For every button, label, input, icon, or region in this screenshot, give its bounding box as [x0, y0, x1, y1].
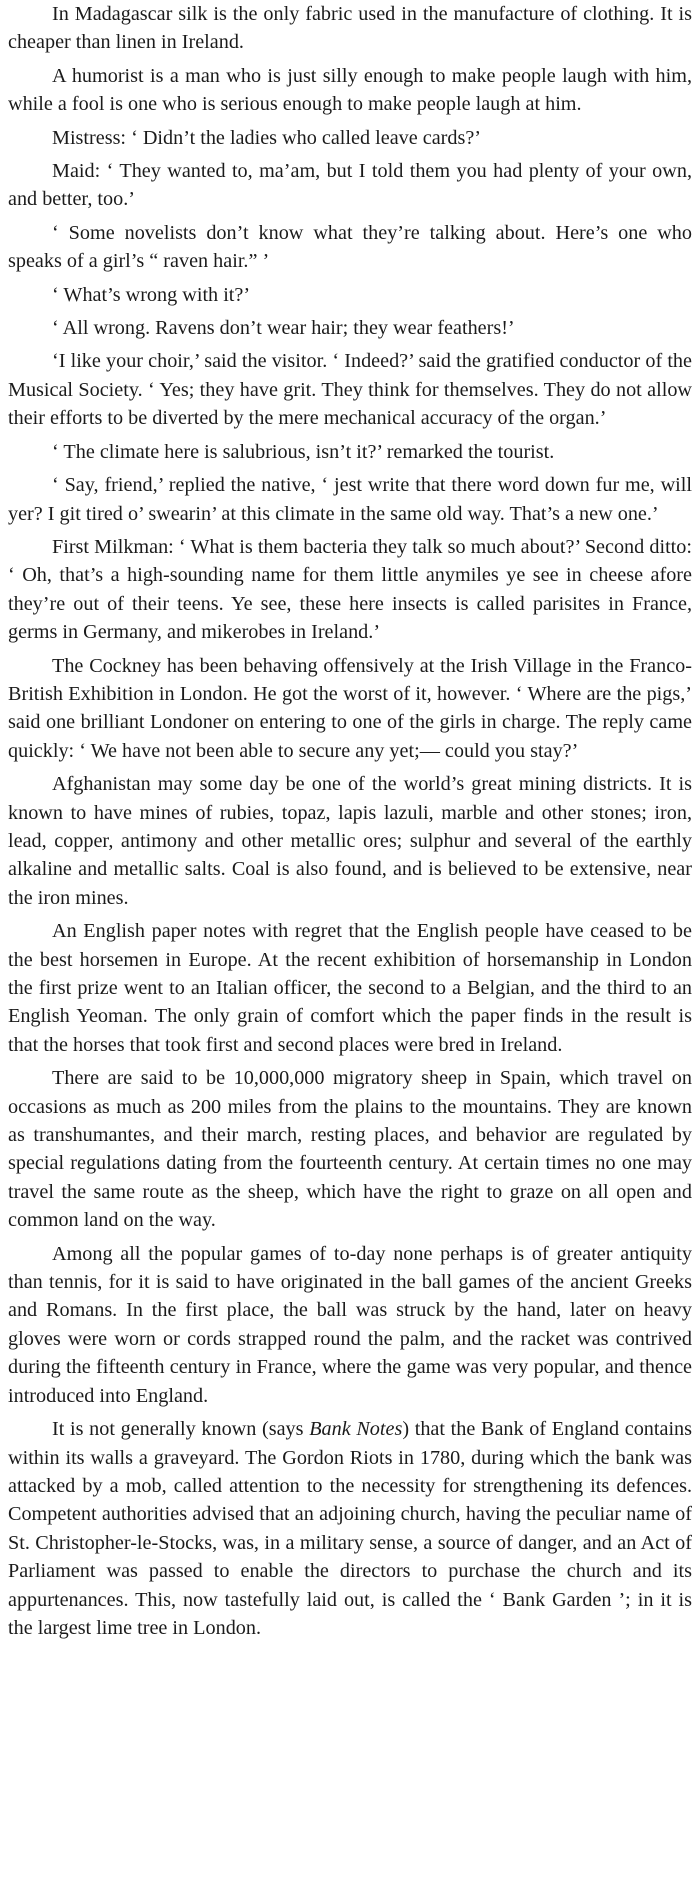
paragraph-bank-of-england — [8, 1415, 692, 1642]
paragraph-climate-question: ‘ The climate here is salubrious, isn’t it?’ remarked the tourist. — [52, 440, 555, 463]
paragraph-madagascar-silk: In Madagascar silk is the only fabric used in the manufacture of clothing. It is cheaper than linen in Ireland. — [8, 3, 692, 54]
paragraph-milkman: First Milkman: ‘ What is them bacteria they talk so much about?’ Second ditto: ‘ Oh, that’s a high-sounding name for them little anymiles ye see in cheese afore they’re out of their teens. Ye see, these here insects is called parisites in France, germs in Germany, and mikerobes in Ireland.’ — [8, 535, 692, 644]
bank-text-before: It is not generally known (says — [52, 1418, 310, 1441]
bank-notes-source: Bank Notes — [309, 1418, 403, 1441]
paragraph-whats-wrong: ‘ What’s wrong with it?’ — [52, 283, 251, 306]
paragraph-climate-reply: ‘ Say, friend,’ replied the native, ‘ jest write that there word down fur me, will yer? I git tired o’ swearin’ at this climate in the same old way. That’s a new one.’ — [8, 474, 692, 525]
paragraph-tennis: Among all the popular games of to-day none perhaps is of greater antiquity than tennis, for it is said to have originated in the ball games of the ancient Greeks and Romans. In the first place, the ball was struck by the hand, later on heavy gloves were worn or cords strapped round the palm, and the racket was contrived during the fifteenth century in France, where the game was very popular, and thence introduced into England. — [8, 1242, 692, 1407]
paragraph-cockney: The Cockney has been behaving offensively at the Irish Village in the Franco-British Exhibition in London. He got the worst of it, however. ‘ Where are the pigs,’ said one brilliant Londoner on entering to one of the girls in charge. The reply came quickly: ‘ We have not been able to secure any yet;— could you stay?’ — [8, 654, 692, 762]
paragraph-afghanistan: Afghanistan may some day be one of the world’s great mining districts. It is known to have mines of rubies, topaz, lapis lazuli, marble and other stones; iron, lead, copper, antimony and other metallic ores; sulphur and several of the earthly alkaline and metallic salts. Coal is also found, and is believed to be extensive, near the iron mines. — [8, 773, 692, 909]
paragraph-sheep: There are said to be 10,000,000 migratory sheep in Spain, which travel on occasions as much as 200 miles from the plains to the mountains. They are known as transhumantes, and their march, resting places, and behavior are regulated by special regulations dating from the fourteenth century. At certain times no one may travel the same route as the sheep, which have the right to graze on all open and common land on the way. — [8, 1067, 692, 1232]
paragraph-humorist: A humorist is a man who is just silly enough to make people laugh with him, while a fool is one who is serious enough to make people laugh at him. — [8, 64, 692, 116]
paragraph-mistress: Mistress: ‘ Didn’t the ladies who called leave cards?’ — [52, 126, 482, 149]
bank-text-after: ) that the Bank of England contains within its walls a graveyard. The Gordon Riots in 1780, during which the bank was attacked by a mob, called attention to the necessity for strengthening its defences. Competent authorities advised that an adjoining church, having the peculiar name of St. Christopher-le-Stocks, was, in a military sense, a source of danger, and an Act of Parliament was passed to enable the directors to purchase the church and its appurtenances. This, now tastefully laid out, is called the ‘ Bank Garden ’; in it is the largest lime tree in London. — [8, 1418, 693, 1639]
paragraph-horsemen: An English paper notes with regret that the English people have ceased to be the best horsemen in Europe. At the recent exhibition of horsemanship in London the first prize went to an Italian officer, the second to a Belgian, and the third to an English Yeoman. The only grain of comfort which the paper finds in the result is that the horses that took first and second places were bred in Ireland. — [8, 920, 692, 1056]
paragraph-maid: Maid: ‘ They wanted to, ma’am, but I told them you had plenty of your own, and better, too.’ — [8, 160, 692, 211]
paragraph-all-wrong: ‘ All wrong. Ravens don’t wear hair; they wear feathers!’ — [52, 317, 515, 340]
paragraph-novelists: ‘ Some novelists don’t know what they’re talking about. Here’s one who speaks of a girl’s “ raven hair.” ’ — [8, 221, 692, 273]
paragraph-choir: ‘I like your choir,’ said the visitor. ‘ Indeed?’ said the gratified conductor of the Musical Society. ‘ Yes; they have grit. They think for themselves. They do not allow their efforts to be diverted by the mere mechanical accuracy of the organ.’ — [8, 350, 692, 430]
